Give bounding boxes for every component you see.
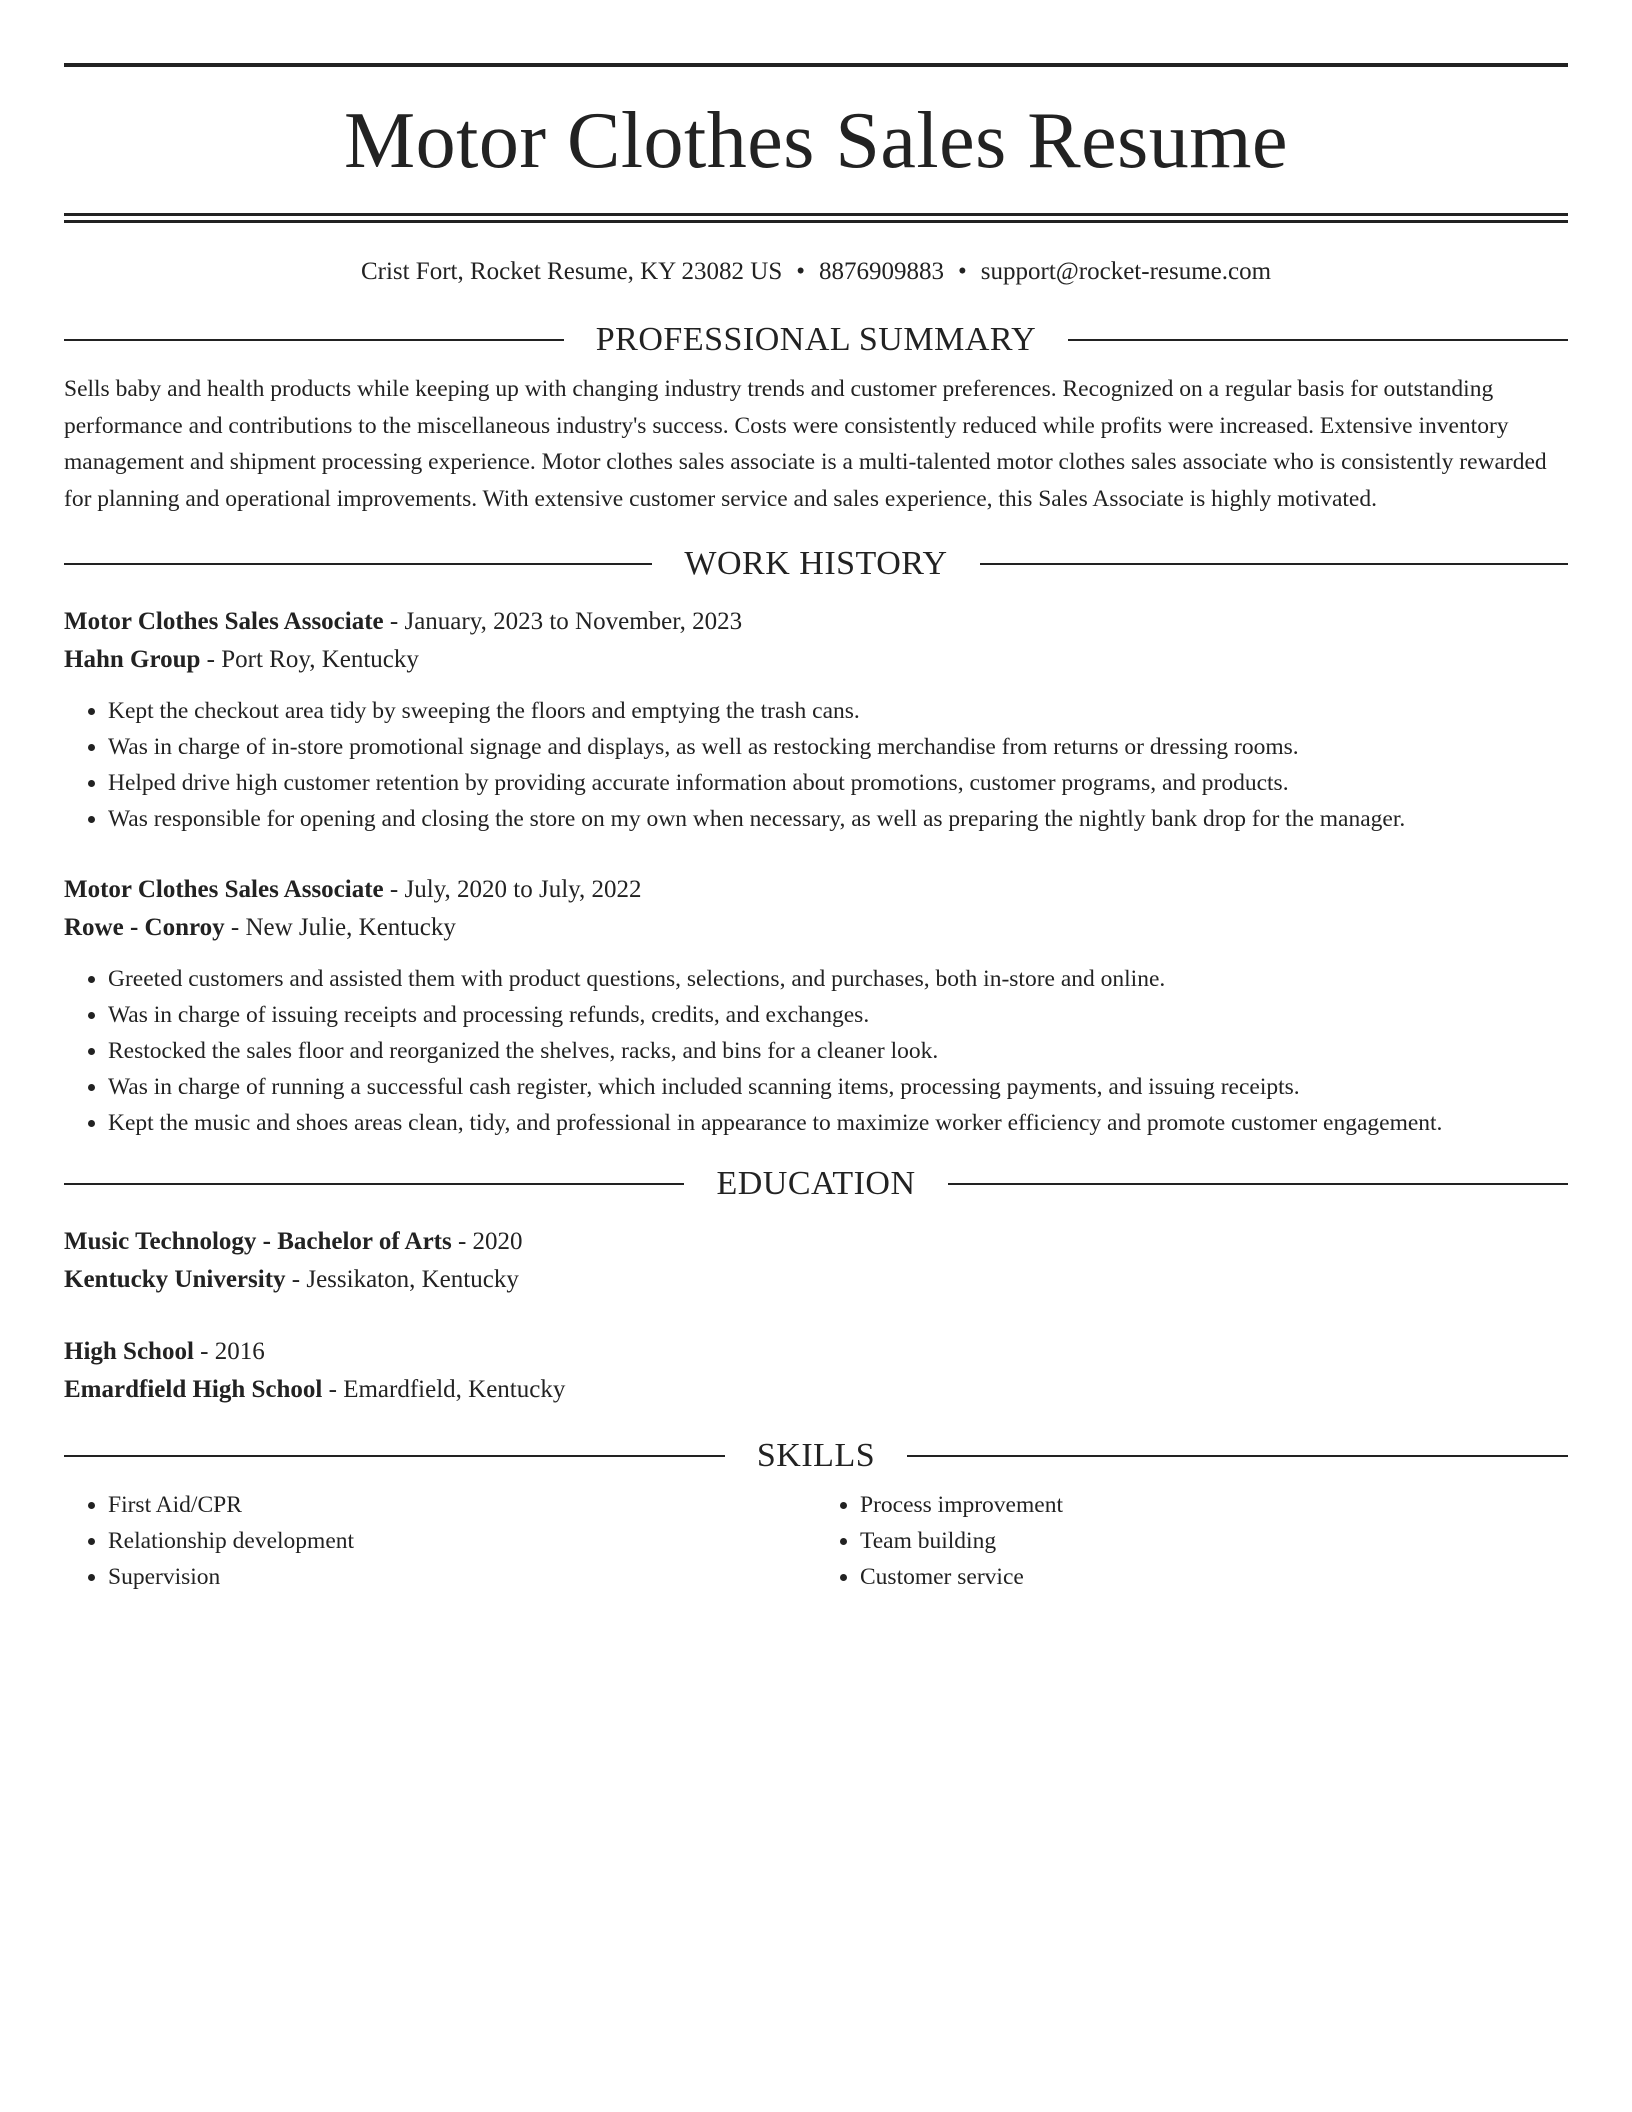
skills-heading-label: SKILLS: [756, 1437, 876, 1474]
list-item: • Customer service: [860, 1559, 1568, 1595]
school-location: - Emardfield, Kentucky: [322, 1376, 566, 1403]
contact-separator: •: [958, 258, 967, 285]
heading-rule-left: [64, 1455, 725, 1457]
list-item: • Was in charge of running a successful cash register, which included scanning items, processing payments, and issuing receipts.: [108, 1069, 1568, 1105]
list-item: • Helped drive high customer retention by providing accurate information about promotions, customer programs, and products.: [108, 765, 1568, 801]
job-entry: [64, 871, 1568, 1141]
job-title-line: [64, 871, 1568, 909]
heading-rule-left: [64, 563, 652, 565]
list-item: • Supervision: [108, 1559, 816, 1595]
contact-separator: •: [796, 258, 805, 285]
list-item: • Was in charge of in-store promotional signage and displays, as well as restocking merchandise from returns or dressing rooms.: [108, 729, 1568, 765]
heading-rule-right: [980, 563, 1568, 565]
school: Emardfield High School: [64, 1376, 323, 1403]
contact-phone: 8876909883: [819, 258, 944, 285]
list-item: • Team building: [860, 1523, 1568, 1559]
contact-email: support@rocket-resume.com: [980, 258, 1272, 285]
list-item: • Kept the music and shoes areas clean, tidy, and professional in appearance to maximize worker efficiency and promote customer engagement.: [108, 1105, 1568, 1141]
heading-rule-right: [948, 1183, 1568, 1185]
contact-line: [64, 257, 1568, 287]
job-title: Motor Clothes Sales Associate: [64, 608, 384, 635]
skills-columns: [64, 1487, 1568, 1595]
work-history-heading: [64, 547, 1568, 581]
list-item: • Restocked the sales floor and reorganized the shelves, racks, and bins for a cleaner look.: [108, 1033, 1568, 1069]
job-title: Motor Clothes Sales Associate: [64, 876, 384, 903]
job-location: - New Julie, Kentucky: [224, 914, 456, 941]
list-item: • Kept the checkout area tidy by sweeping the floors and emptying the trash cans.: [108, 693, 1568, 729]
heading-rule-right: [907, 1455, 1568, 1457]
job-entry: [64, 603, 1568, 837]
list-item: • Greeted customers and assisted them with product questions, selections, and purchases, both in-store and online.: [108, 961, 1568, 997]
school-line: [64, 1371, 1568, 1409]
job-company: Hahn Group: [64, 646, 201, 673]
summary-heading: [64, 323, 1568, 357]
job-duties-list: [64, 693, 1568, 837]
heading-rule-left: [64, 339, 564, 341]
work-history-heading-label: WORK HISTORY: [684, 545, 948, 582]
degree: High School: [64, 1338, 194, 1365]
summary-heading-label: PROFESSIONAL SUMMARY: [595, 321, 1037, 358]
list-item: • Process improvement: [860, 1487, 1568, 1523]
job-company-line: [64, 641, 1568, 679]
summary-text: Sells baby and health products while keeping up with changing industry trends and customer preferences. Recognized on a regular basis for outstanding performance and contributions to the miscellaneous industry's success. Costs were consistently reduced while profits were increased. Extensive inventory management and shipment processing experience. Motor clothes sales associate is a multi-talented motor clothes sales associate who is consistently rewarded for planning and operational improvements. With extensive customer service and sales experience, this Sales Associate is highly motivated.: [64, 376, 1547, 512]
list-item: • Was responsible for opening and closing the store on my own when necessary, as well as preparing the nightly bank drop for the manager.: [108, 801, 1568, 837]
contact-address: Crist Fort, Rocket Resume, KY 23082 US: [360, 258, 783, 285]
school: Kentucky University: [64, 1266, 286, 1293]
list-item: • Was in charge of issuing receipts and processing refunds, credits, and exchanges.: [108, 997, 1568, 1033]
title-double-rule: [64, 213, 1568, 223]
job-title-line: [64, 603, 1568, 641]
job-dates: - July, 2020 to July, 2022: [383, 876, 642, 903]
degree-line: [64, 1223, 1568, 1261]
heading-rule-right: [1068, 339, 1568, 341]
skills-list-left: [64, 1487, 816, 1595]
job-location: - Port Roy, Kentucky: [200, 646, 419, 673]
list-item: • First Aid/CPR: [108, 1487, 816, 1523]
degree-year: - 2016: [193, 1338, 265, 1365]
school-line: [64, 1261, 1568, 1299]
degree-line: [64, 1333, 1568, 1371]
heading-rule-left: [64, 1183, 684, 1185]
skills-list-right: [816, 1487, 1568, 1595]
skills-heading: [64, 1439, 1568, 1473]
list-item: • Relationship development: [108, 1523, 816, 1559]
job-dates: - January, 2023 to November, 2023: [383, 608, 743, 635]
education-heading-label: EDUCATION: [716, 1165, 916, 1202]
education-entry: [64, 1333, 1568, 1409]
resume-title: Motor Clothes Sales Resume: [343, 97, 1289, 185]
degree: Music Technology - Bachelor of Arts: [64, 1228, 452, 1255]
job-duties-list: [64, 961, 1568, 1141]
education-heading: [64, 1167, 1568, 1201]
job-company-line: [64, 909, 1568, 947]
education-entry: [64, 1223, 1568, 1299]
school-location: - Jessikaton, Kentucky: [285, 1266, 519, 1293]
degree-year: - 2020: [451, 1228, 523, 1255]
job-company: Rowe - Conroy: [64, 914, 225, 941]
